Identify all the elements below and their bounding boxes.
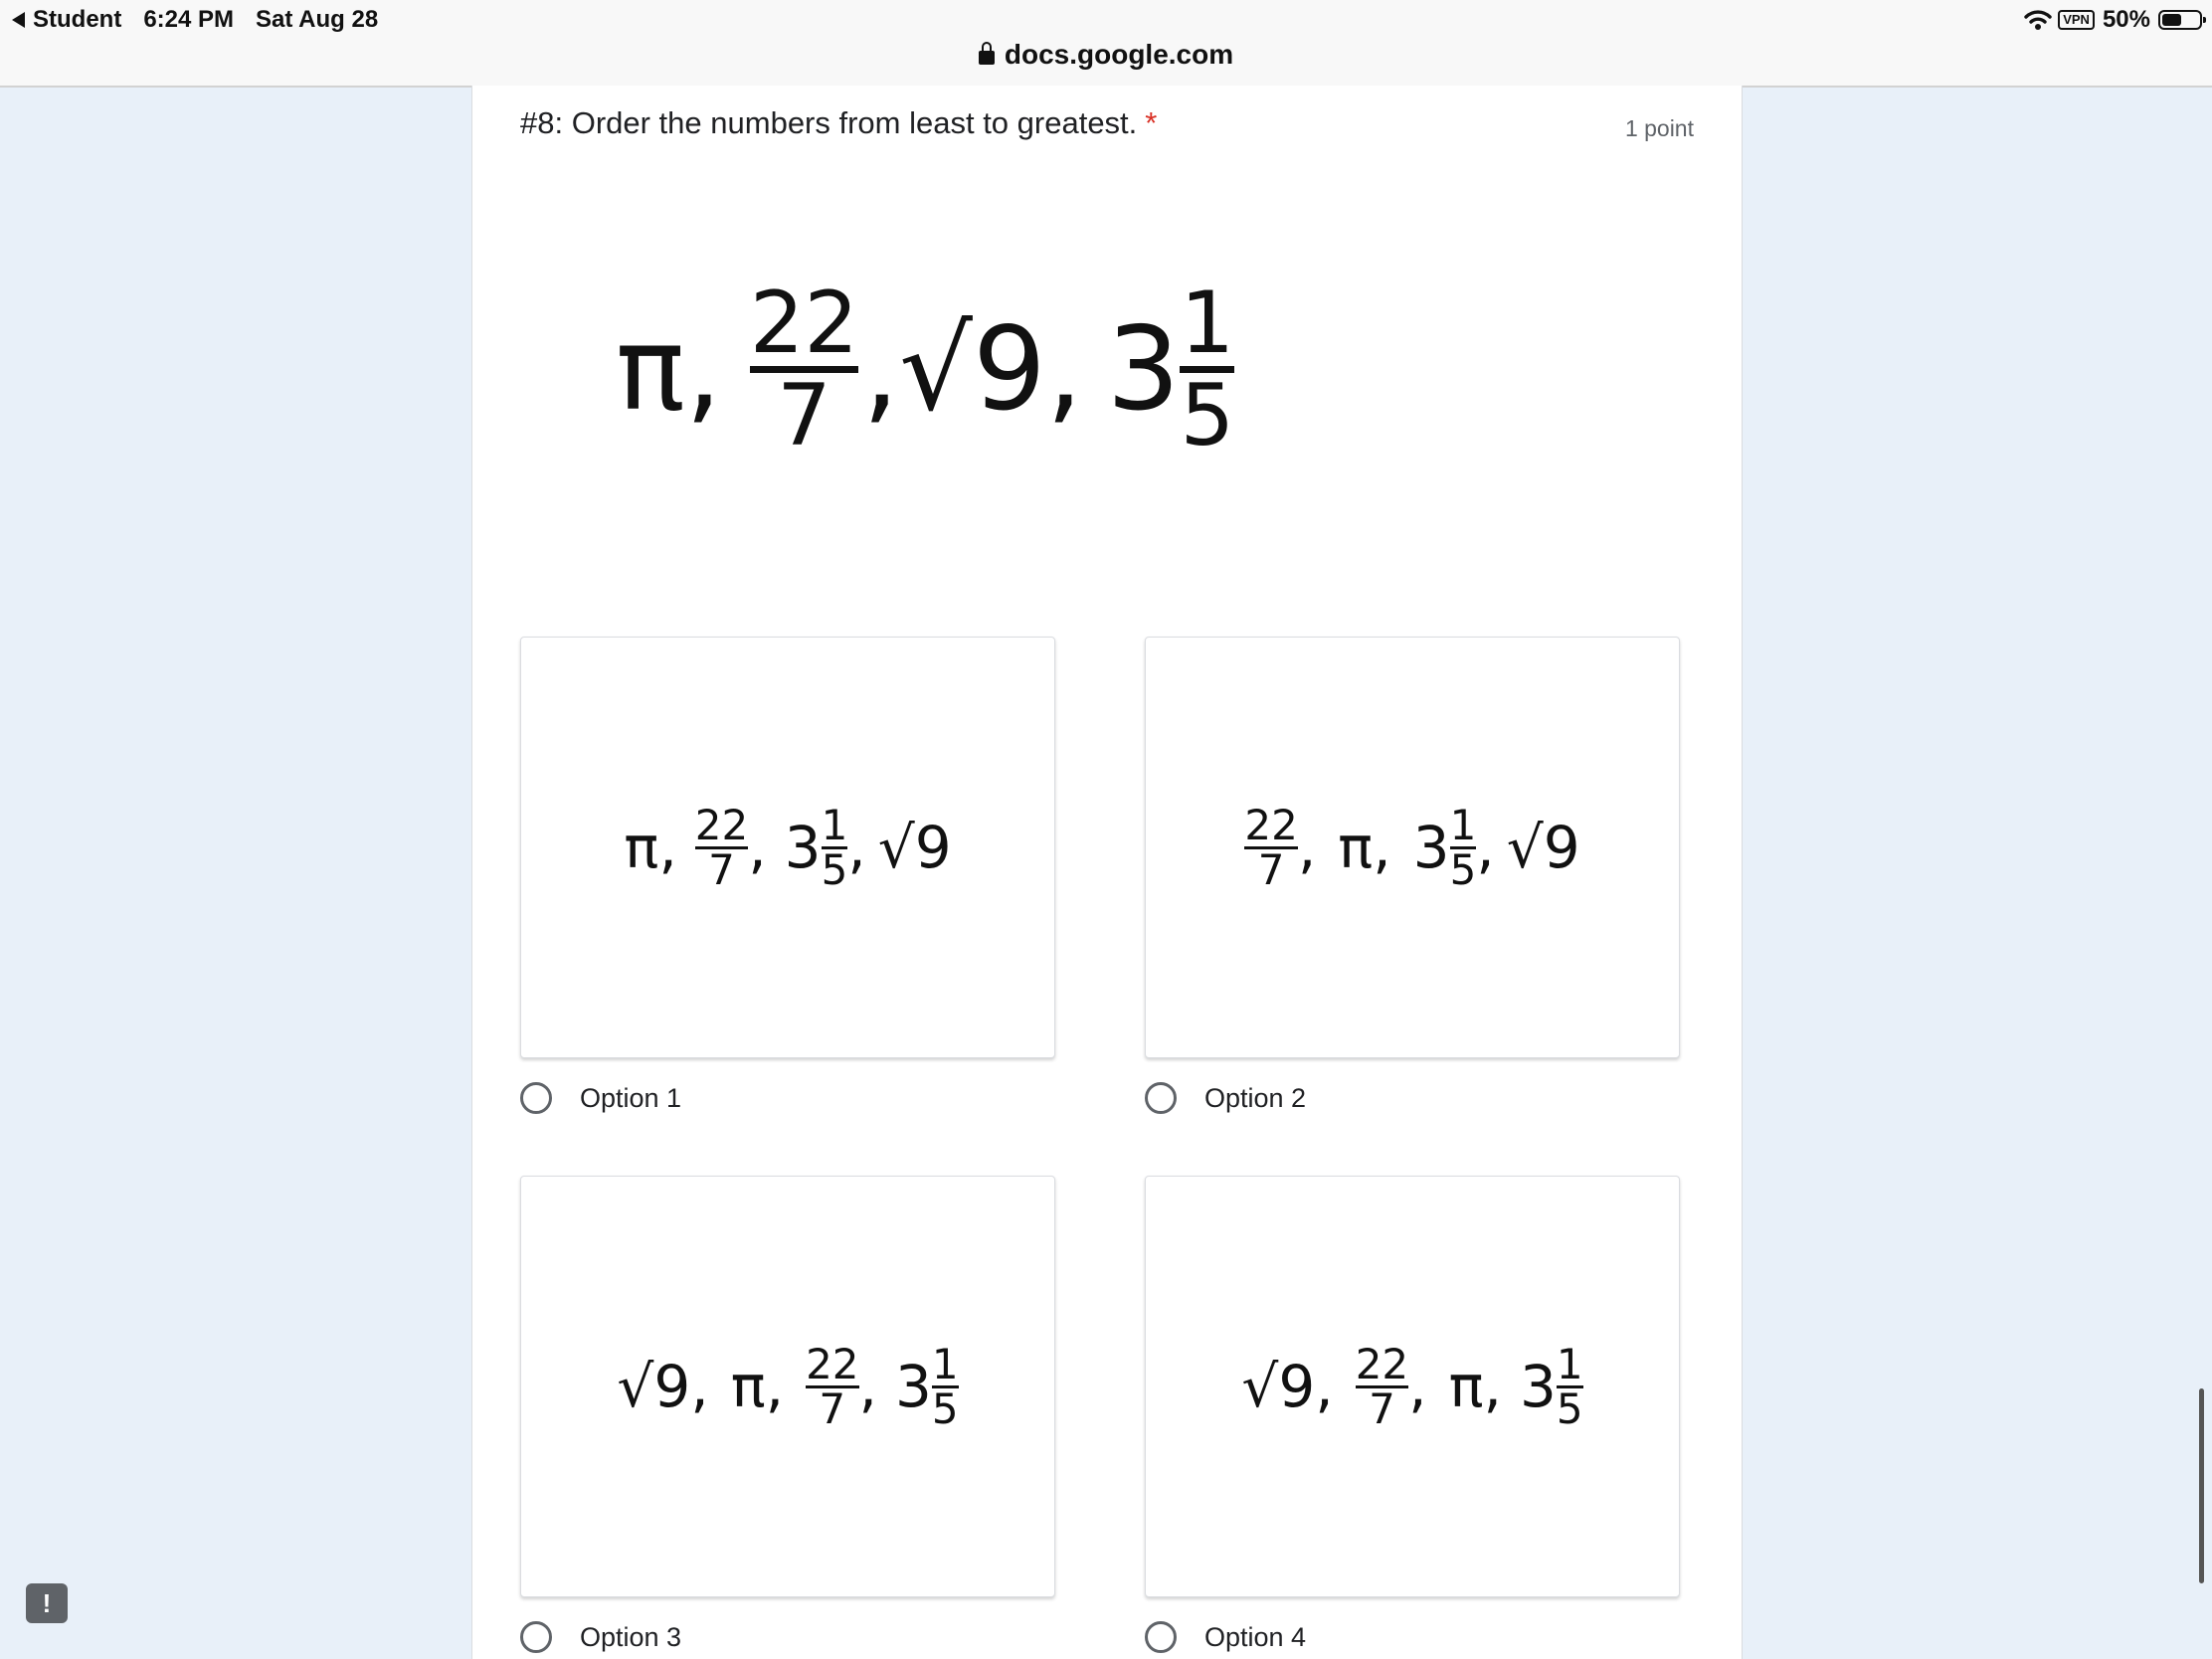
denominator: 5 [1556,1383,1583,1433]
denominator: 7 [819,1383,846,1433]
option-3-label[interactable]: Option 3 [580,1621,682,1652]
comma: , [1483,1353,1502,1420]
comma: , [1315,1353,1334,1420]
comma: , [1476,814,1495,881]
option-2-label[interactable]: Option 2 [1204,1082,1307,1113]
option-1-expression [624,800,952,894]
browser-top-bar [0,0,2212,88]
back-arrow-icon[interactable] [12,12,25,28]
comma: , [765,1353,785,1420]
numerator: 1 [931,1339,959,1388]
fraction-1-5 [1556,1339,1583,1433]
address-bar[interactable] [0,38,2212,72]
battery-percent: 50% [2102,6,2150,33]
fraction-22-7 [694,800,749,894]
pi-symbol: π [1448,1353,1484,1420]
mixed-whole: 3 [1412,814,1450,881]
sqrt-9: √9 [617,1353,691,1420]
denominator: 5 [821,844,848,894]
option-4-label[interactable]: Option 4 [1204,1621,1307,1652]
option-3-radio[interactable] [520,1621,552,1653]
denominator: 7 [1369,1383,1395,1433]
numerator: 1 [1449,800,1477,849]
numerator: 22 [1244,800,1298,849]
option-1-row[interactable] [520,1082,681,1114]
sqrt-9: √9 [877,814,952,881]
comma: , [658,814,677,881]
fraction-22-7 [806,1339,859,1433]
denominator: 5 [1180,366,1235,465]
denominator: 5 [931,1383,959,1433]
option-1-image[interactable] [520,637,1055,1058]
fraction-1-5 [1449,800,1477,894]
pi-symbol: π [616,302,685,437]
denominator: 7 [1257,844,1285,894]
pi-symbol: π [730,1353,766,1420]
option-4-expression [1241,1339,1583,1433]
comma: , [847,814,866,881]
numerator: 22 [694,800,749,849]
pi-symbol: π [1338,814,1374,881]
back-app-label[interactable]: Student [33,6,122,33]
status-time: 6:24 PM [143,6,235,33]
mixed-whole: 3 [894,1353,932,1420]
option-2-radio[interactable] [1145,1082,1177,1114]
numerator: 1 [821,800,848,849]
comma: , [1297,814,1317,881]
vpn-badge: VPN [2058,10,2095,30]
status-right [2024,4,2202,36]
wifi-icon [2024,9,2052,31]
option-2-image[interactable] [1145,637,1680,1058]
denominator: 7 [777,366,831,465]
option-4-row[interactable] [1145,1621,1306,1653]
required-mark: * [1145,105,1158,140]
lock-icon [979,51,995,65]
option-4-radio[interactable] [1145,1621,1177,1653]
option-2-row[interactable] [1145,1082,1306,1114]
question-card [471,86,1743,1659]
fraction-22-7 [1244,800,1298,894]
numerator: 22 [806,1339,859,1388]
question-title [520,105,1157,141]
numerator: 1 [1556,1339,1583,1388]
comma: , [862,302,900,437]
comma: , [684,302,722,437]
option-3-image[interactable] [520,1176,1055,1597]
comma: , [858,1353,877,1420]
comma: , [1045,302,1083,437]
comma: , [748,814,767,881]
feedback-icon[interactable]: ! [26,1583,68,1623]
mixed-whole: 3 [1106,302,1181,437]
comma: , [690,1353,709,1420]
comma: , [1373,814,1391,881]
question-expression [616,274,1235,465]
question-title-text: #8: Order the numbers from least to greatest. [520,105,1138,140]
option-3-expression [617,1339,959,1433]
option-4-image[interactable] [1145,1176,1680,1597]
option-3-row[interactable] [520,1621,681,1653]
status-date: Sat Aug 28 [256,6,379,33]
pi-symbol: π [624,814,659,881]
denominator: 5 [1449,844,1477,894]
fraction-1-5 [931,1339,959,1433]
sqrt-9: √9 [899,302,1046,437]
fraction-1-5 [1180,274,1235,465]
battery-icon [2158,10,2202,30]
status-left [12,4,378,36]
fraction-22-7 [1355,1339,1409,1433]
sqrt-9: √9 [1506,814,1580,881]
denominator: 7 [708,844,735,894]
mixed-whole: 3 [784,814,822,881]
fraction-22-7 [749,274,859,465]
numerator: 22 [749,274,859,373]
question-points: 1 point [1624,115,1694,141]
numerator: 1 [1180,274,1235,373]
sqrt-9: √9 [1241,1353,1316,1420]
url-text[interactable]: docs.google.com [1004,39,1234,70]
page-scrollbar[interactable] [2199,1388,2204,1583]
option-1-label[interactable]: Option 1 [580,1082,682,1113]
option-1-radio[interactable] [520,1082,552,1114]
comma: , [1408,1353,1427,1420]
numerator: 22 [1355,1339,1409,1388]
option-2-expression [1244,800,1580,894]
mixed-whole: 3 [1519,1353,1557,1420]
fraction-1-5 [821,800,848,894]
